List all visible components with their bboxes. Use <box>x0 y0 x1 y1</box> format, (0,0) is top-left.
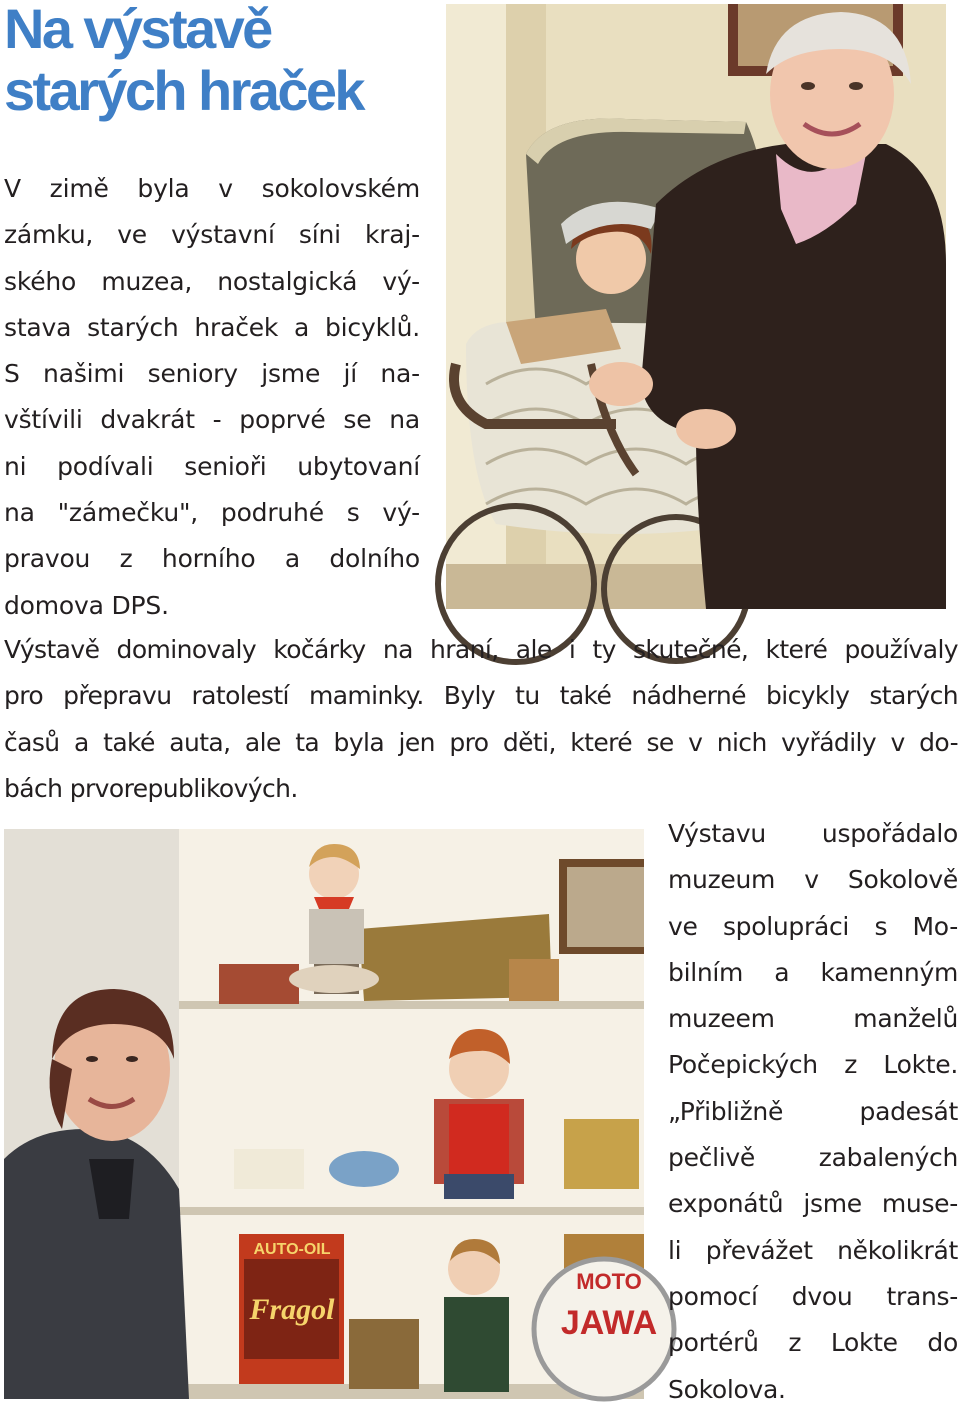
main-paragraph <box>4 627 958 812</box>
text-line: pravou z horního a dolního <box>4 544 420 574</box>
text-line: zámku, ve výstavní síni kraj- <box>4 220 420 250</box>
text-line: portérů z Lokte do <box>668 1328 958 1358</box>
photo-lady-with-pram <box>446 4 946 609</box>
intro-paragraph <box>4 166 420 629</box>
text-line: domova DPS. <box>4 590 169 620</box>
tin-brand: Fragol <box>249 1293 335 1326</box>
photo-lady-with-toy-showcase <box>4 829 658 1399</box>
text-line: Počepických z Lokte. <box>668 1050 958 1080</box>
text-line: Výstavu uspořádalo <box>668 819 958 848</box>
title-line-1: Na výstavě <box>4 0 271 60</box>
text-line: stava starých hraček a bicyklů. <box>4 312 420 342</box>
text-line: muzeem manželů <box>668 1004 958 1034</box>
text-line: vštívili dvakrát - poprvé se na <box>4 405 420 435</box>
article-title <box>4 0 444 122</box>
title-line-2: starých hraček <box>4 59 363 122</box>
tin-label: AUTO-OIL <box>253 1241 331 1258</box>
text-line: pro přepravu ratolestí maminky. Byly tu také nádherné bicykly starých <box>4 681 958 711</box>
text-line: ni podívali senioři ubytovaní <box>4 451 420 481</box>
text-line: exponátů jsme muse- <box>668 1189 958 1219</box>
text-line: pomocí dvou trans- <box>668 1281 958 1311</box>
closing-paragraph <box>668 811 958 1413</box>
text-line: časů a také auta, ale ta byla jen pro děti, které se v nich vyřádily v do- <box>4 727 958 757</box>
text-line: ského muzea, nostalgická vý- <box>4 266 420 296</box>
text-line: S našimi seniory jsme jí na- <box>4 359 420 389</box>
text-line: li převážet několikrát <box>668 1235 958 1265</box>
text-line: V zimě byla v sokolovském <box>4 174 420 203</box>
text-line: ve spolupráci s Mo- <box>668 911 958 941</box>
text-line: muzeum v Sokolově <box>668 865 958 895</box>
text-line: na "zámečku", podruhé s vý- <box>4 498 420 528</box>
text-line: „Přibližně padesát <box>668 1096 958 1126</box>
text-line: bách prvorepublikových. <box>4 773 298 803</box>
text-line: Sokolova. <box>668 1374 786 1404</box>
text-line: Výstavě dominovaly kočárky na hraní, ale i ty skutečné, které používaly <box>4 635 958 664</box>
text-line: pečlivě zabalených <box>668 1143 958 1173</box>
jawa-top: MOTO <box>576 1269 642 1294</box>
jawa-text: JAWA <box>560 1304 658 1342</box>
text-line: bilním a kamenným <box>668 957 958 987</box>
